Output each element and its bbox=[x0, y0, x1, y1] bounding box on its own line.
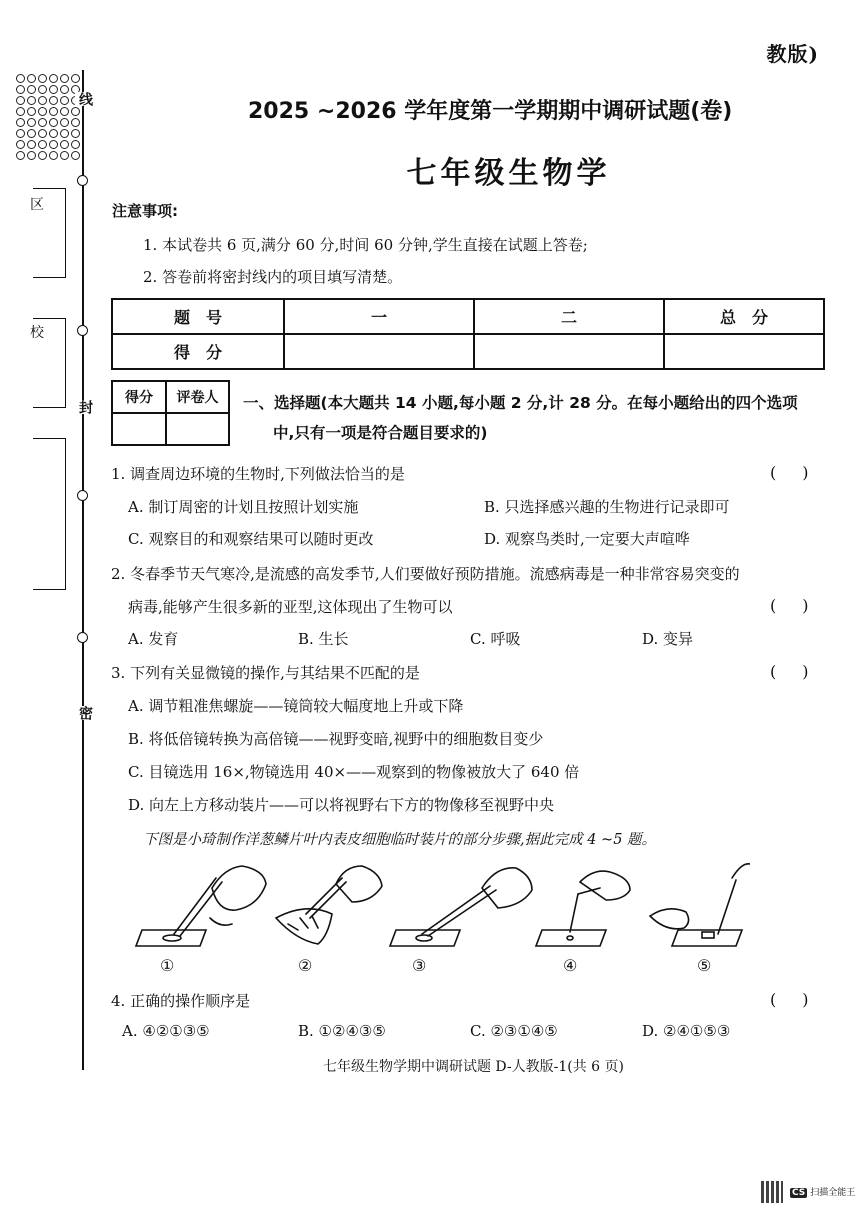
score-header-part1: 一 bbox=[284, 299, 474, 334]
q1-option-d[interactable]: D. 观察鸟类时,一定要大声喧哗 bbox=[484, 530, 690, 548]
step-label-4: ④ bbox=[563, 956, 578, 975]
q1-option-c[interactable]: C. 观察目的和观察结果可以随时更改 bbox=[128, 530, 374, 548]
district-label: 区 bbox=[30, 197, 44, 213]
q2-option-a[interactable]: A. 发育 bbox=[128, 630, 179, 648]
question-3-stem: 3. 下列有关显微镜的操作,与其结果不匹配的是 bbox=[111, 664, 420, 682]
section-heading-line1: 一、选择题(本大题共 14 小题,每小题 2 分,计 28 分。在每小题给出的四个选项 bbox=[243, 394, 798, 412]
notes-heading: 注意事项: bbox=[112, 202, 178, 220]
step-4-coverslip-illustration bbox=[536, 871, 630, 946]
exam-title: 2025 ~2026 学年度第一学期期中调研试题(卷) bbox=[248, 99, 733, 124]
answer-paren-3[interactable]: () bbox=[770, 662, 835, 681]
scanner-name: 扫描全能王 bbox=[810, 1188, 856, 1198]
scanner-watermark bbox=[790, 1185, 855, 1198]
step-3-needle-illustration bbox=[390, 868, 532, 946]
score-table bbox=[111, 298, 825, 370]
grader-table bbox=[111, 380, 230, 446]
subject-title: 七年级生物学 bbox=[406, 156, 611, 191]
section-heading bbox=[243, 388, 833, 448]
answer-paren-4[interactable]: () bbox=[770, 990, 835, 1009]
score-header-number: 题 号 bbox=[112, 299, 284, 334]
seal-circle bbox=[77, 490, 88, 501]
seal-char-xian: 线 bbox=[77, 92, 93, 106]
score-cell-total[interactable] bbox=[664, 334, 824, 369]
seal-char-feng: 封 bbox=[77, 400, 93, 414]
slide-steps-figure bbox=[130, 858, 750, 958]
q2-option-c[interactable]: C. 呼吸 bbox=[470, 630, 521, 648]
q1-option-a[interactable]: A. 制订周密的计划且按照计划实施 bbox=[128, 498, 359, 516]
q4-option-d[interactable]: D. ②④①⑤③ bbox=[642, 1022, 731, 1040]
qr-code-icon bbox=[761, 1181, 783, 1203]
edition-corner: 教版) bbox=[766, 42, 819, 66]
grader-score-cell[interactable] bbox=[112, 413, 166, 445]
figure-intro: 下图是小琦制作洋葱鳞片叶内表皮细胞临时装片的部分步骤,据此完成 4 ~5 题。 bbox=[143, 832, 657, 848]
note-item: 2. 答卷前将密封线内的项目填写清楚。 bbox=[143, 268, 403, 286]
q3-option-d[interactable]: D. 向左上方移动装片——可以将视野右下方的物像移至视野中央 bbox=[128, 796, 555, 814]
step-1-dropper-illustration bbox=[136, 866, 266, 946]
question-2-stem-cont: 病毒,能够产生很多新的亚型,这体现出了生物可以 bbox=[128, 598, 453, 616]
step-label-5: ⑤ bbox=[697, 956, 712, 975]
answer-paren-2[interactable]: () bbox=[770, 596, 835, 615]
seal-line bbox=[82, 70, 84, 1070]
question-4-stem: 4. 正确的操作顺序是 bbox=[111, 992, 251, 1010]
q3-option-a[interactable]: A. 调节粗准焦螺旋——镜筒较大幅度地上升或下降 bbox=[128, 697, 464, 715]
score-header-part2: 二 bbox=[474, 299, 664, 334]
grader-name-label: 评卷人 bbox=[166, 381, 229, 413]
answer-paren-1[interactable]: () bbox=[770, 463, 835, 482]
score-row-label: 得 分 bbox=[112, 334, 284, 369]
q2-option-b[interactable]: B. 生长 bbox=[298, 630, 349, 648]
q2-option-d[interactable]: D. 变异 bbox=[642, 630, 694, 648]
grader-score-label: 得分 bbox=[112, 381, 166, 413]
q4-option-b[interactable]: B. ①②④③⑤ bbox=[298, 1022, 386, 1040]
step-2-peel-illustration bbox=[276, 866, 382, 944]
step-5-staining-illustration bbox=[650, 864, 750, 946]
q3-option-c[interactable]: C. 目镜选用 16×,物镜选用 40×——观察到的物像被放大了 640 倍 bbox=[128, 763, 580, 781]
question-2-stem: 2. 冬春季节天气寒冷,是流感的高发季节,人们要做好预防措施。流感病毒是一种非常容易突变的 bbox=[111, 565, 740, 583]
q4-option-c[interactable]: C. ②③①④⑤ bbox=[470, 1022, 558, 1040]
step-label-2: ② bbox=[298, 956, 313, 975]
q4-option-a[interactable]: A. ④②①③⑤ bbox=[122, 1022, 210, 1040]
seal-char-mi: 密 bbox=[77, 706, 93, 720]
score-header-total: 总 分 bbox=[664, 299, 824, 334]
section-heading-line2: 中,只有一项是符合题目要求的) bbox=[273, 424, 488, 442]
grader-name-cell[interactable] bbox=[166, 413, 229, 445]
q3-option-b[interactable]: B. 将低倍镜转换为高倍镜——视野变暗,视野中的细胞数目变少 bbox=[128, 730, 544, 748]
page-footer: 七年级生物学期中调研试题 D-人教版-1(共 6 页) bbox=[322, 1059, 625, 1075]
step-label-3: ③ bbox=[412, 956, 427, 975]
school-label: 校 bbox=[30, 325, 44, 341]
step-label-1: ① bbox=[160, 956, 175, 975]
scanner-badge: CS bbox=[792, 1188, 806, 1198]
score-cell-part1[interactable] bbox=[284, 334, 474, 369]
seal-circle bbox=[77, 632, 88, 643]
question-1-stem: 1. 调查周边环境的生物时,下列做法恰当的是 bbox=[111, 465, 405, 483]
score-cell-part2[interactable] bbox=[474, 334, 664, 369]
seal-circle bbox=[77, 325, 88, 336]
q1-option-b[interactable]: B. 只选择感兴趣的生物进行记录即可 bbox=[484, 498, 730, 516]
name-box bbox=[33, 438, 66, 590]
note-item: 1. 本试卷共 6 页,满分 60 分,时间 60 分钟,学生直接在试题上答卷; bbox=[143, 236, 588, 254]
